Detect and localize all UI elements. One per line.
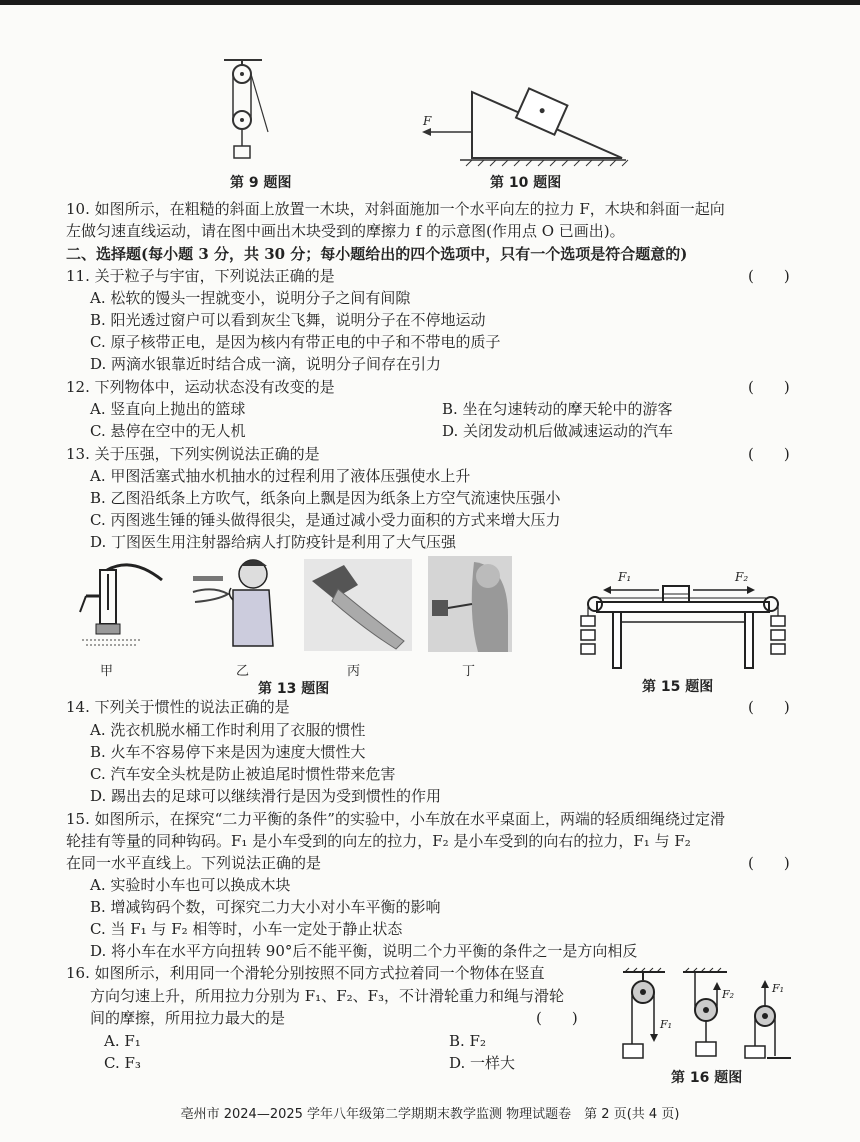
fig13-caption: 第 13 题图 <box>258 681 330 697</box>
fig16-pulley-setups-diagram <box>615 966 825 1061</box>
q14-stem: 14. 下列关于惯性的说法正确的是 <box>66 698 290 716</box>
q14-option-d: D. 踢出去的足球可以继续滑行是因为受到惯性的作用 <box>90 787 442 805</box>
fig9-caption: 第 9 题图 <box>230 175 292 191</box>
fig15-balance-apparatus-diagram <box>575 568 790 670</box>
q15-answer-paren: ( ) <box>748 854 790 872</box>
fig15-f1-label: F₁ <box>618 570 632 584</box>
fig13-label-bing: 丙 <box>347 664 361 679</box>
q16-option-c: C. F₃ <box>104 1054 141 1072</box>
q10-line2: 左做匀速直线运动，请在图中画出木块受到的摩擦力 f 的示意图(作用点 O 已画出)。 <box>66 222 625 240</box>
fig13-label-jia: 甲 <box>100 664 114 679</box>
q16-option-b: B. F₂ <box>449 1032 486 1050</box>
fig16-f3-label: F₁ <box>772 982 785 995</box>
q12-option-c: C. 悬停在空中的无人机 <box>90 422 246 440</box>
q14-answer-paren: ( ) <box>748 698 790 716</box>
scan-top-edge <box>0 0 860 5</box>
section2-title: 二、选择题(每小题 3 分，共 30 分；每小题给出的四个选项中，只有一个选项是符合题意的) <box>66 245 688 263</box>
q15-option-b: B. 增减钩码个数，可探究二力大小对小车平衡的影响 <box>90 898 441 916</box>
q15-option-c: C. 当 F₁ 与 F₂ 相等时，小车一定处于静止状态 <box>90 920 403 938</box>
q16-answer-paren: ( ) <box>536 1009 578 1027</box>
q13-stem: 13. 关于压强，下列实例说法正确的是 <box>66 445 320 463</box>
fig10-force-label: F <box>423 114 432 128</box>
fig15-caption: 第 15 题图 <box>642 679 714 695</box>
fig10-caption: 第 10 题图 <box>490 175 562 191</box>
q11-option-b: B. 阳光透过窗户可以看到灰尘飞舞，说明分子在不停地运动 <box>90 311 486 329</box>
q12-option-b: B. 坐在匀速转动的摩天轮中的游客 <box>442 400 673 418</box>
fig13-ding-injection-sketch <box>428 556 512 652</box>
fig10-incline-diagram <box>420 88 630 168</box>
q16-option-a: A. F₁ <box>104 1032 141 1050</box>
q13-option-c: C. 丙图逃生锤的锤头做得很尖，是通过减小受力面积的方式来增大压力 <box>90 511 561 529</box>
q13-option-a: A. 甲图活塞式抽水机抽水的过程利用了液体压强使水上升 <box>90 467 471 485</box>
q16-line2: 方向匀速上升，所用拉力分别为 F₁、F₂、F₃，不计滑轮重力和绳与滑轮 <box>90 987 565 1005</box>
q11-answer-paren: ( ) <box>748 267 790 285</box>
q14-option-a: A. 洗衣机脱水桶工作时利用了衣服的惯性 <box>90 721 366 739</box>
q11-option-a: A. 松软的馒头一捏就变小，说明分子之间有间隙 <box>90 289 411 307</box>
q12-option-a: A. 竖直向上抛出的篮球 <box>90 400 246 418</box>
q12-stem: 12. 下列物体中，运动状态没有改变的是 <box>66 378 335 396</box>
fig13-bing-escape-hammer-sketch <box>304 559 412 651</box>
q15-line1: 15. 如图所示，在探究“二力平衡的条件”的实验中，小车放在水平桌面上，两端的轻质细绳绕过定滑 <box>66 810 725 828</box>
q11-option-d: D. 两滴水银靠近时结合成一滴，说明分子间存在引力 <box>90 355 442 373</box>
q11-option-c: C. 原子核带正电，是因为核内有带正电的中子和不带电的质子 <box>90 333 501 351</box>
fig9-pulley-diagram <box>222 58 272 166</box>
q13-option-b: B. 乙图沿纸条上方吹气，纸条向上飘是因为纸条上方空气流速快压强小 <box>90 489 561 507</box>
q14-option-b: B. 火车不容易停下来是因为速度大惯性大 <box>90 743 366 761</box>
fig15-f2-label: F₂ <box>735 570 749 584</box>
fig13-label-yi: 乙 <box>236 664 250 679</box>
fig13-label-ding: 丁 <box>462 664 476 679</box>
page-footer: 亳州市 2024—2025 学年八年级第二学期期末教学监测 物理试题卷 第 2 页(共 4 页) <box>180 1107 680 1122</box>
q10-line1: 10. 如图所示，在粗糙的斜面上放置一木块，对斜面施加一个水平向左的拉力 F，木块和斜面一起向 <box>66 200 725 218</box>
fig16-caption: 第 16 题图 <box>671 1070 743 1086</box>
q13-option-d: D. 丁图医生用注射器给病人打防疫针是利用了大气压强 <box>90 533 457 551</box>
fig13-yi-blowing-paper-sketch <box>183 556 278 652</box>
fig13-jia-pump-sketch <box>72 560 177 652</box>
q16-line3: 间的摩擦，所用拉力最大的是 <box>90 1009 286 1027</box>
q12-answer-paren: ( ) <box>748 378 790 396</box>
q15-line3: 在同一水平直线上。下列说法正确的是 <box>66 854 322 872</box>
q15-line2: 轮挂有等量的同种钩码。F₁ 是小车受到的向左的拉力，F₂ 是小车受到的向右的拉力，F₁ 与 F₂ <box>66 832 691 850</box>
q13-answer-paren: ( ) <box>748 445 790 463</box>
q15-option-d: D. 将小车在水平方向扭转 90°后不能平衡，说明二个力平衡的条件之一是方向相反 <box>90 942 638 960</box>
q11-stem: 11. 关于粒子与宇宙，下列说法正确的是 <box>66 267 335 285</box>
q14-option-c: C. 汽车安全头枕是防止被追尾时惯性带来危害 <box>90 765 396 783</box>
q15-option-a: A. 实验时小车也可以换成木块 <box>90 876 291 894</box>
q16-line1: 16. 如图所示，利用同一个滑轮分别按照不同方式拉着同一个物体在竖直 <box>66 964 545 982</box>
fig16-f1-label: F₁ <box>660 1018 673 1031</box>
q12-option-d: D. 关闭发动机后做减速运动的汽车 <box>442 422 674 440</box>
fig16-f2-label: F₂ <box>722 988 735 1001</box>
q16-option-d: D. 一样大 <box>449 1054 516 1072</box>
